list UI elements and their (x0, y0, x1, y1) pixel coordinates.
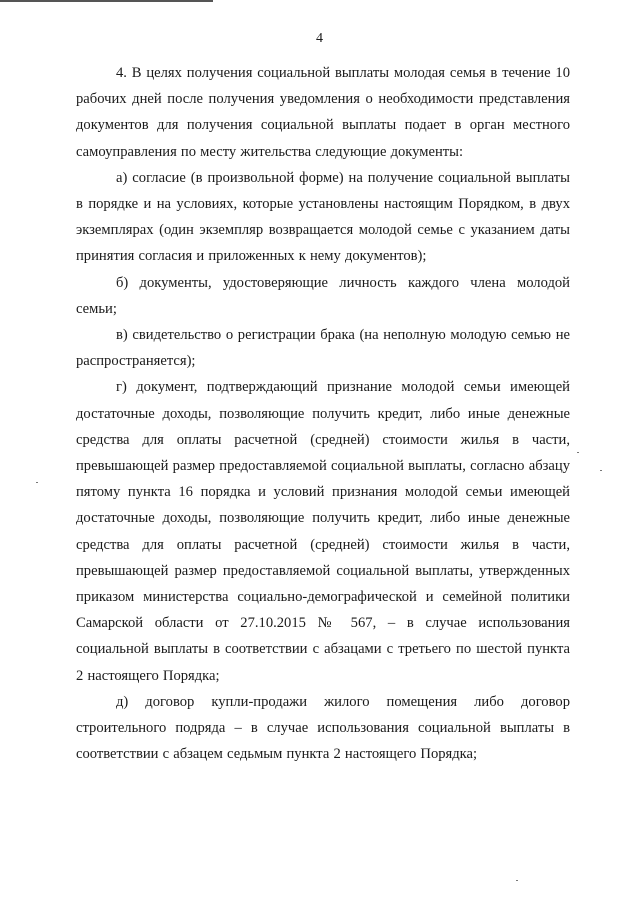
document-body (76, 60, 570, 767)
scan-speck (36, 482, 38, 483)
scan-top-rule (0, 0, 213, 2)
scan-speck (577, 452, 579, 453)
page-number: 4 (316, 31, 323, 46)
paragraph-subitem-g: г) документ, подтверждающий признание молодой семьи имеющей достаточные доходы, позволяющие получить кредит, либо иные денежные средства для оплаты расчетной (средней) стоимости жилья в части, превышающей размер предоставляемой социальной выплаты, согласно абзацу пятому пункта 16 порядка и условий признания молодой семьи имеющей достаточные доходы, позволяющие получить кредит, либо иные денежные средства для оплаты расчетной (средней) стоимости жилья в части, превышающей размер предоставляемой социальной выплаты, утвержденных приказом министерства социально-демографической и семейной политики Самарской области от 27.10.2015 № 567, – в случае использования социальной выплаты в соответствии с абзацами с третьего по шестой пункта 2 настоящего Порядка; (76, 379, 570, 684)
paragraph-subitem-a: а) согласие (в произвольной форме) на получение социальной выплаты в порядке и на условиях, которые установлены настоящим Порядком, в двух экземплярах (один экземпляр возвращается молодой семье с указанием даты принятия согласия и приложенных к нему документов); (76, 169, 570, 265)
scan-speck (516, 880, 518, 881)
scan-speck (600, 470, 602, 471)
paragraph-subitem-d: д) договор купли-продажи жилого помещения либо договор строительного подряда – в случае использования социальной выплаты в соответствии с абзацем седьмым пункта 2 настоящего Порядка; (76, 693, 570, 763)
paragraph-subitem-b: б) документы, удостоверяющие личность каждого члена молодой семьи; (76, 274, 570, 317)
paragraph-item-4: 4. В целях получения социальной выплаты молодая семья в течение 10 рабочих дней после получения уведомления о необходимости представления документов для получения социальной выплаты подает в орган местного самоуправления по месту жительства следующие документы: (76, 65, 570, 160)
paragraph-subitem-v: в) свидетельство о регистрации брака (на неполную молодую семью не распространяется); (76, 327, 570, 370)
